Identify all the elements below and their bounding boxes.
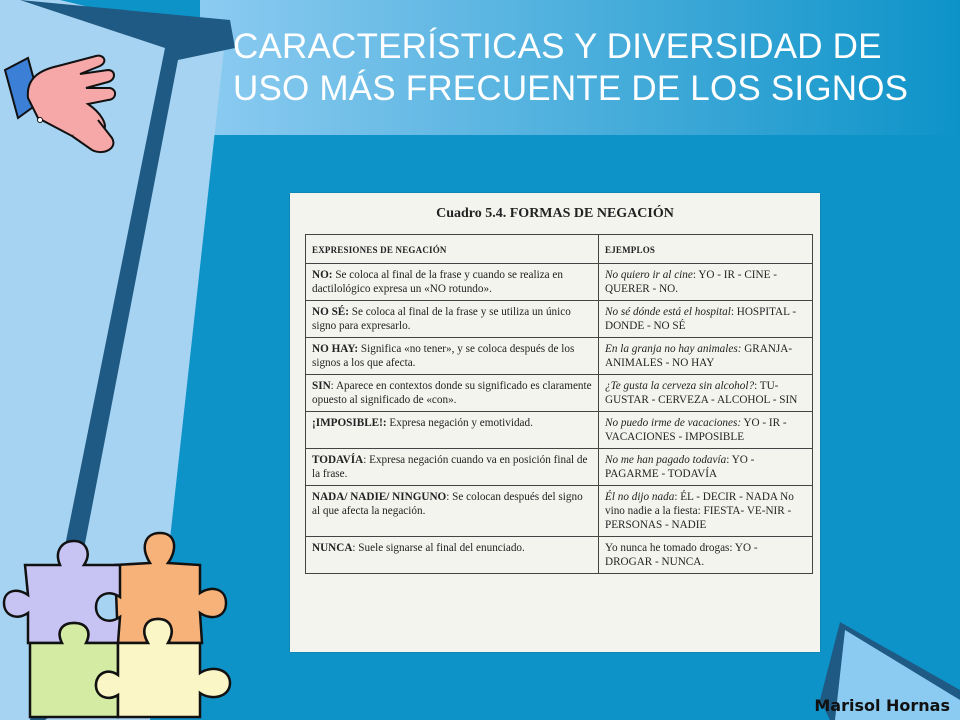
expression-cell — [306, 486, 599, 537]
example-signs: : TU-GUSTAR - CERVEZA - ALCOHOL - SIN — [605, 380, 798, 406]
negation-keyword: NO SÉ: — [312, 306, 349, 318]
table-row — [306, 486, 813, 537]
negation-keyword: SIN — [312, 380, 331, 392]
expression-cell — [306, 301, 599, 338]
example-signs: : YO - PAGARME - TODAVÍA — [605, 454, 755, 480]
expression-description: : Suele signarse al final del enunciado. — [352, 542, 525, 554]
negation-keyword: TODAVÍA — [312, 454, 364, 466]
author-credit: Marisol Hornas — [814, 696, 950, 715]
column-header: EXPRESIONES DE NEGACIÓN — [306, 235, 599, 264]
example-cell — [599, 301, 813, 338]
example-sentence: ¿Te gusta la cerveza sin alcohol? — [605, 380, 755, 392]
expression-description: Expresa negación y emotividad. — [386, 417, 533, 429]
example-sentence: No me han pagado todavía — [605, 454, 727, 466]
column-header: EJEMPLOS — [599, 235, 813, 264]
example-sentence: En la granja no hay animales: — [605, 343, 742, 355]
example-sentence: No sé dónde está el hospital — [605, 306, 731, 318]
example-signs: : ÉL - DECIR - NADA No vino nadie a la fiesta: FIESTA- VE-NIR - PERSONAS - NADIE — [605, 491, 794, 531]
table-row — [306, 264, 813, 301]
expression-cell — [306, 375, 599, 412]
example-cell — [599, 537, 813, 574]
expression-cell — [306, 264, 599, 301]
example-signs: Yo nunca he tomado drogas: YO - DROGAR - NUNCA. — [605, 542, 758, 568]
expression-description: Se coloca al final de la frase y se utiliza un único signo para expresarlo. — [312, 306, 571, 332]
table-row — [306, 537, 813, 574]
example-cell — [599, 338, 813, 375]
example-sentence: Él no dijo nada — [605, 491, 675, 503]
scanned-table-image — [290, 193, 820, 652]
expression-cell — [306, 338, 599, 375]
example-cell — [599, 264, 813, 301]
table-caption: Cuadro 5.4. FORMAS DE NEGACIÓN — [436, 206, 674, 221]
table-row — [306, 412, 813, 449]
expression-description: : Aparece en contextos donde su significado es claramente opuesto al significado de «con». — [312, 380, 592, 406]
expression-description: : Se colocan después del signo al que afecta la negación. — [312, 491, 583, 517]
example-cell — [599, 375, 813, 412]
expression-cell — [306, 412, 599, 449]
negation-keyword: NO HAY: — [312, 343, 359, 355]
table-header-row — [306, 235, 813, 264]
negation-keyword: ¡IMPOSIBLE!: — [312, 417, 387, 429]
negation-keyword: NADA/ NADIE/ NINGUNO — [312, 491, 447, 503]
praying-hands-icon — [0, 40, 140, 160]
example-sentence: No puedo irme de vacaciones: — [605, 417, 742, 429]
table-row — [306, 338, 813, 375]
expression-description: : Expresa negación cuando va en posición final de la frase. — [312, 454, 588, 480]
table-row — [306, 301, 813, 338]
puzzle-pieces-icon — [0, 525, 240, 720]
example-cell — [599, 486, 813, 537]
example-sentence: No quiero ir al cine — [605, 269, 693, 281]
negation-table — [305, 234, 813, 574]
negation-keyword: NUNCA — [312, 542, 353, 554]
example-cell — [599, 412, 813, 449]
example-signs: YO - IR - VACACIONES - IMPOSIBLE — [605, 417, 787, 443]
table-row — [306, 449, 813, 486]
example-signs: GRANJA-ANIMALES - NO HAY — [605, 343, 793, 369]
expression-description: Se coloca al final de la frase y cuando se realiza en dactilológico expresa un «NO rotundo». — [312, 269, 563, 295]
example-signs: : HOSPITAL - DONDE - NO SÉ — [605, 306, 797, 332]
negation-keyword: NO: — [312, 269, 333, 281]
table-row — [306, 375, 813, 412]
expression-cell — [306, 537, 599, 574]
slide-title: CARACTERÍSTICAS Y DIVERSIDAD DE USO MÁS FRECUENTE DE LOS SIGNOS — [233, 27, 909, 108]
expression-cell — [306, 449, 599, 486]
example-cell — [599, 449, 813, 486]
expression-description: Significa «no tener», y se coloca después de los signos a los que afecta. — [312, 343, 575, 369]
example-signs: : YO - IR - CINE - QUERER - NO. — [605, 269, 777, 295]
